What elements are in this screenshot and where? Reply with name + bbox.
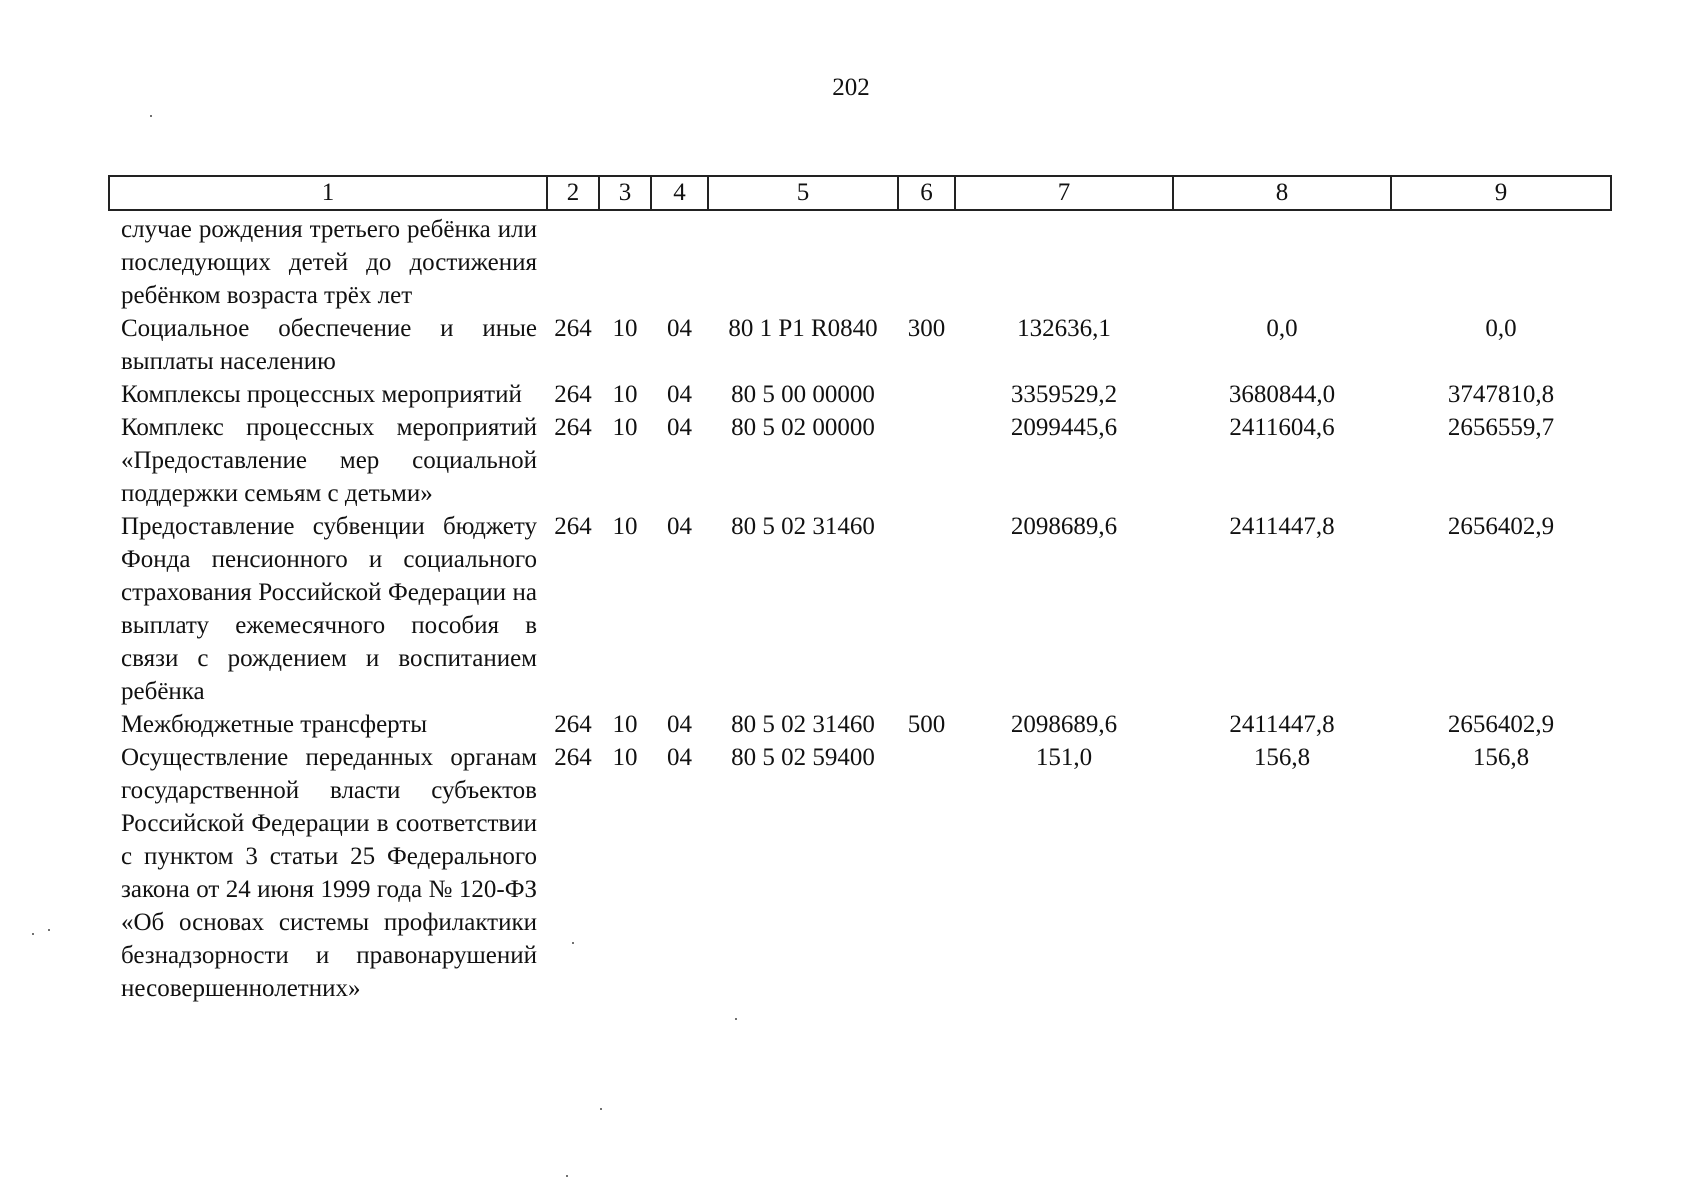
row-sum-9: 156,8 bbox=[1472, 744, 1530, 771]
row-name: Межбюджетные трансферты bbox=[121, 711, 428, 738]
row-sum-9: 3747810,8 bbox=[1447, 381, 1555, 408]
row-sum-7: 3359529,2 bbox=[1010, 381, 1118, 408]
row-code-3: 10 bbox=[612, 381, 638, 408]
budget-table bbox=[108, 175, 1612, 1005]
row-sum-8: 2411447,8 bbox=[1229, 711, 1335, 738]
column-header-1: 1 bbox=[109, 176, 547, 210]
row-code-2 bbox=[547, 210, 599, 312]
row-code-2: 264 bbox=[554, 711, 592, 738]
row-code-4: 04 bbox=[667, 414, 692, 441]
row-code-5: 80 5 02 31460 bbox=[731, 711, 875, 738]
row-code-4: 04 bbox=[667, 744, 692, 771]
row-code-6 bbox=[898, 210, 955, 312]
row-sum-8: 2411447,8 bbox=[1229, 513, 1335, 540]
scan-speck bbox=[735, 1018, 737, 1020]
row-sum-7: 2098689,6 bbox=[1010, 711, 1118, 738]
table-row bbox=[109, 741, 1611, 1005]
row-sum-8: 2411604,6 bbox=[1229, 414, 1335, 441]
row-code-4: 04 bbox=[667, 315, 692, 342]
row-code-2: 264 bbox=[554, 414, 592, 441]
column-header-2: 2 bbox=[547, 176, 599, 210]
row-code-2: 264 bbox=[554, 381, 592, 408]
row-name: Осуществление переданных органам государственной власти субъектов Российской Федерации в соответствии с пунктом 3 статьи 25 Федерального закона от 24 июня 1999 года № 120-ФЗ «Об основах системы профилактики безнадзорности и правонарушений несовершеннолетних» bbox=[121, 744, 537, 1002]
row-code-6 bbox=[898, 741, 955, 1005]
scan-speck bbox=[32, 933, 34, 935]
table-row bbox=[109, 510, 1611, 708]
page-number: 202 bbox=[832, 74, 870, 101]
column-header-5: 5 bbox=[708, 176, 898, 210]
scan-speck bbox=[48, 929, 50, 931]
scan-speck bbox=[566, 1175, 568, 1177]
row-sum-9: 2656402,9 bbox=[1447, 711, 1555, 738]
column-header-4: 4 bbox=[651, 176, 708, 210]
row-code-3: 10 bbox=[612, 744, 638, 771]
row-code-3: 10 bbox=[612, 513, 638, 540]
column-number-header bbox=[109, 176, 1611, 210]
row-code-5: 80 5 00 00000 bbox=[731, 381, 875, 408]
row-name: Предоставление субвенции бюджету Фонда пенсионного и социального страхования Российской Федерации на выплату ежемесячного пособия в связи с рождением и воспитанием ребёнка bbox=[121, 513, 537, 705]
row-sum-9: 2656559,7 bbox=[1447, 414, 1555, 441]
row-code-6 bbox=[898, 411, 955, 510]
table-row bbox=[109, 411, 1611, 510]
row-code-5: 80 5 02 59400 bbox=[731, 744, 875, 771]
row-code-4 bbox=[651, 210, 708, 312]
row-code-2: 264 bbox=[554, 513, 592, 540]
row-code-2: 264 bbox=[554, 744, 592, 771]
row-code-6: 300 bbox=[907, 315, 946, 342]
row-sum-7: 2099445,6 bbox=[1010, 414, 1118, 441]
row-sum-7 bbox=[955, 210, 1173, 312]
row-sum-8: 156,8 bbox=[1253, 744, 1311, 771]
row-code-4: 04 bbox=[667, 381, 692, 408]
row-sum-9: 2656402,9 bbox=[1447, 513, 1555, 540]
row-code-4: 04 bbox=[667, 513, 692, 540]
row-code-6 bbox=[898, 510, 955, 708]
row-name: Социальное обеспечение и иные выплаты населению bbox=[121, 315, 537, 375]
column-header-3: 3 bbox=[599, 176, 651, 210]
row-sum-8 bbox=[1173, 210, 1391, 312]
table-row bbox=[109, 708, 1611, 741]
row-sum-7: 132636,1 bbox=[1017, 315, 1111, 342]
row-code-2: 264 bbox=[554, 315, 592, 342]
row-code-6: 500 bbox=[907, 711, 946, 738]
row-sum-8: 3680844,0 bbox=[1228, 381, 1336, 408]
row-sum-9: 0,0 bbox=[1485, 315, 1517, 342]
column-header-9: 9 bbox=[1391, 176, 1611, 210]
row-name: Комплекс процессных мероприятий «Предоставление мер социальной поддержки семьям с детьми» bbox=[121, 414, 537, 507]
row-code-3: 10 bbox=[612, 315, 638, 342]
table-row bbox=[109, 312, 1611, 378]
row-sum-7: 2098689,6 bbox=[1010, 513, 1118, 540]
row-sum-9 bbox=[1391, 210, 1611, 312]
row-code-3 bbox=[599, 210, 651, 312]
scan-speck bbox=[600, 1108, 602, 1110]
table-row bbox=[109, 210, 1611, 312]
row-name: случае рождения третьего ребёнка или последующих детей до достижения ребёнком возраста трёх лет bbox=[121, 216, 537, 309]
column-header-8: 8 bbox=[1173, 176, 1391, 210]
scan-speck bbox=[150, 115, 152, 117]
row-code-3: 10 bbox=[612, 711, 638, 738]
row-code-6 bbox=[898, 378, 955, 411]
table-row bbox=[109, 378, 1611, 411]
row-sum-8: 0,0 bbox=[1266, 315, 1298, 342]
row-name: Комплексы процессных мероприятий bbox=[121, 381, 522, 408]
scan-speck bbox=[572, 942, 574, 944]
row-code-5: 80 5 02 31460 bbox=[731, 513, 875, 540]
column-header-6: 6 bbox=[898, 176, 955, 210]
row-sum-7: 151,0 bbox=[1035, 744, 1093, 771]
column-header-7: 7 bbox=[955, 176, 1173, 210]
row-code-5: 80 5 02 00000 bbox=[731, 414, 875, 441]
row-code-3: 10 bbox=[612, 414, 638, 441]
row-code-5: 80 1 P1 R0840 bbox=[728, 315, 878, 342]
row-code-5 bbox=[708, 210, 898, 312]
row-code-4: 04 bbox=[667, 711, 692, 738]
